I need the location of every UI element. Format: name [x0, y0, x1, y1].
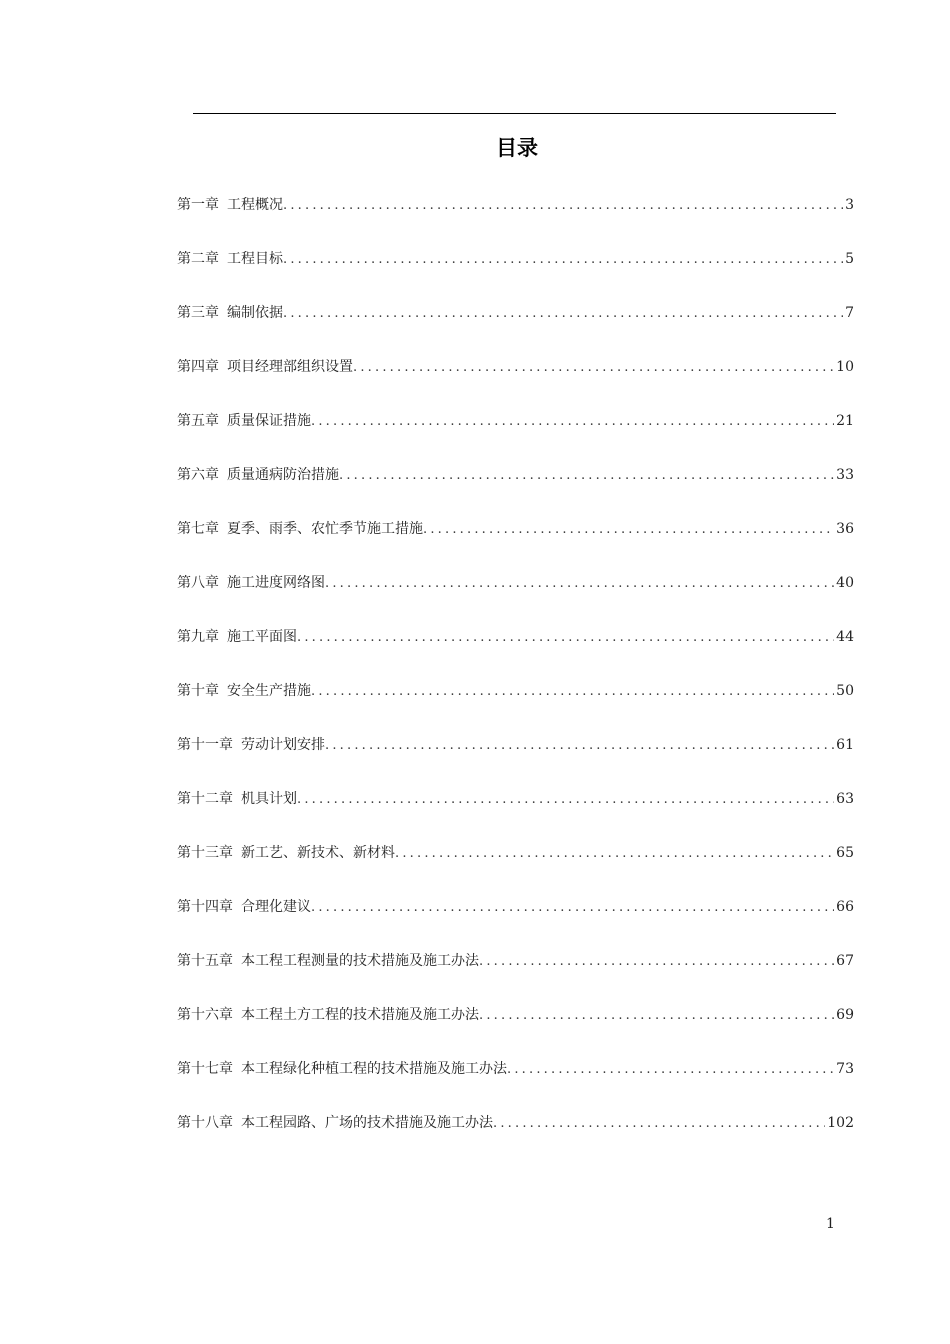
toc-page: 50 [836, 683, 854, 699]
toc-leader [395, 843, 834, 865]
toc-entry[interactable] [177, 302, 854, 324]
toc-leader [297, 789, 834, 811]
toc-page: 44 [836, 629, 854, 645]
toc-entry[interactable] [177, 248, 854, 270]
toc-page: 73 [836, 1061, 854, 1077]
toc-chapter: 第一章 [177, 197, 219, 213]
toc-page: 40 [836, 575, 854, 591]
toc-leader [423, 519, 834, 541]
toc-title: 本工程园路、广场的技术措施及施工办法 [241, 1115, 493, 1131]
toc-title: 本工程土方工程的技术措施及施工办法 [241, 1007, 479, 1023]
toc-chapter: 第十八章 [177, 1115, 233, 1131]
toc-leader [479, 1005, 834, 1027]
toc-page: 63 [836, 791, 854, 807]
toc-page: 7 [845, 305, 854, 321]
toc-leader [297, 627, 834, 649]
header-rule [193, 113, 836, 114]
toc-page: 3 [845, 197, 854, 213]
toc-chapter: 第十五章 [177, 953, 233, 969]
toc-entry[interactable] [177, 1004, 854, 1026]
toc-title: 合理化建议 [241, 899, 311, 915]
toc-page: 10 [836, 359, 854, 375]
toc-entry[interactable] [177, 464, 854, 486]
toc-page: 33 [836, 467, 854, 483]
toc-entry[interactable] [177, 842, 854, 864]
toc-chapter: 第二章 [177, 251, 219, 267]
toc-entry[interactable] [177, 950, 854, 972]
toc-page: 102 [827, 1115, 854, 1131]
toc-entry[interactable] [177, 788, 854, 810]
toc-leader [507, 1059, 834, 1081]
toc-entry[interactable] [177, 626, 854, 648]
toc-entry[interactable] [177, 1112, 854, 1134]
toc-title: 施工进度网络图 [227, 575, 325, 591]
toc-entry[interactable] [177, 410, 854, 432]
toc-entry[interactable] [177, 680, 854, 702]
toc-leader [493, 1113, 825, 1135]
toc-page: 67 [836, 953, 854, 969]
toc-title: 工程目标 [227, 251, 283, 267]
toc-title: 编制依据 [227, 305, 283, 321]
toc-page: 5 [845, 251, 854, 267]
toc-title: 机具计划 [241, 791, 297, 807]
toc-page: 66 [836, 899, 854, 915]
toc-entry[interactable] [177, 734, 854, 756]
toc-title: 工程概况 [227, 197, 283, 213]
toc-page: 69 [836, 1007, 854, 1023]
toc-entry[interactable] [177, 518, 854, 540]
toc-entry[interactable] [177, 194, 854, 216]
toc-entry[interactable] [177, 1058, 854, 1080]
toc-chapter: 第七章 [177, 521, 219, 537]
toc-leader [283, 249, 843, 271]
toc-chapter: 第十章 [177, 683, 219, 699]
toc-leader [325, 573, 834, 595]
page-title: 目录 [496, 136, 538, 160]
toc-title: 项目经理部组织设置 [227, 359, 353, 375]
toc-leader [353, 357, 834, 379]
toc-title: 施工平面图 [227, 629, 297, 645]
toc-entry[interactable] [177, 572, 854, 594]
toc-chapter: 第十一章 [177, 737, 233, 753]
toc-chapter: 第十六章 [177, 1007, 233, 1023]
toc-page: 61 [836, 737, 854, 753]
toc-title: 新工艺、新技术、新材料 [241, 845, 395, 861]
toc-entry[interactable] [177, 356, 854, 378]
toc-title: 质量通病防治措施 [227, 467, 339, 483]
toc-chapter: 第四章 [177, 359, 219, 375]
toc-leader [325, 735, 834, 757]
toc-leader [283, 303, 843, 325]
toc-leader [283, 195, 843, 217]
toc-leader [479, 951, 834, 973]
page-number: 1 [826, 1216, 835, 1232]
toc-page: 21 [836, 413, 854, 429]
toc-chapter: 第十七章 [177, 1061, 233, 1077]
toc-title: 本工程工程测量的技术措施及施工办法 [241, 953, 479, 969]
toc-title: 安全生产措施 [227, 683, 311, 699]
toc-leader [311, 411, 834, 433]
toc-leader [311, 681, 834, 703]
toc-chapter: 第五章 [177, 413, 219, 429]
toc-chapter: 第八章 [177, 575, 219, 591]
toc-page: 65 [836, 845, 854, 861]
toc-title: 本工程绿化种植工程的技术措施及施工办法 [241, 1061, 507, 1077]
toc-leader [311, 897, 834, 919]
toc-page: 36 [836, 521, 854, 537]
toc-chapter: 第十三章 [177, 845, 233, 861]
toc-chapter: 第十二章 [177, 791, 233, 807]
toc-title: 劳动计划安排 [241, 737, 325, 753]
toc-entry[interactable] [177, 896, 854, 918]
toc-chapter: 第九章 [177, 629, 219, 645]
toc-chapter: 第六章 [177, 467, 219, 483]
toc-leader [339, 465, 834, 487]
toc-title: 夏季、雨季、农忙季节施工措施 [227, 521, 423, 537]
toc-chapter: 第十四章 [177, 899, 233, 915]
toc-chapter: 第三章 [177, 305, 219, 321]
toc-title: 质量保证措施 [227, 413, 311, 429]
